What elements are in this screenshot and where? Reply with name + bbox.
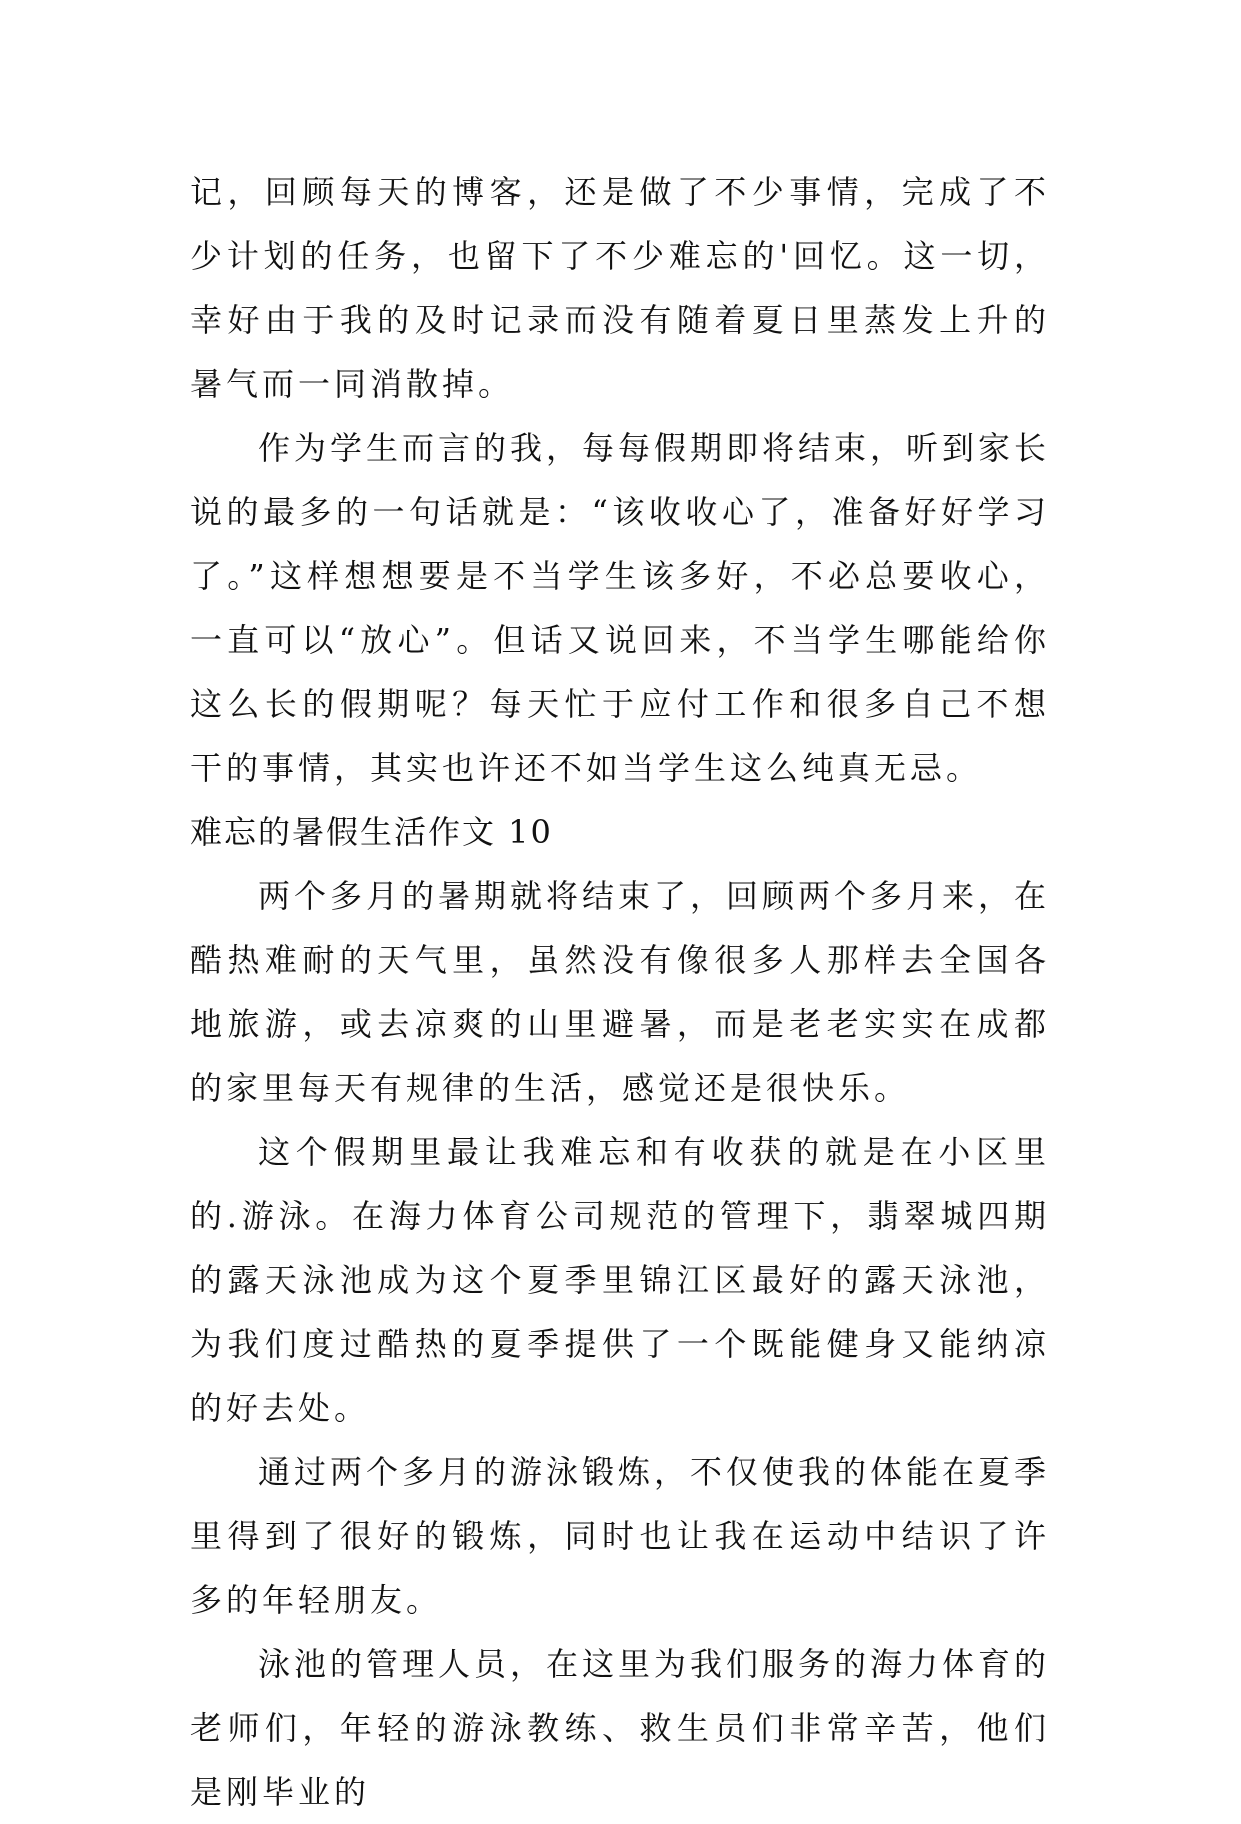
paragraph-pool-staff: 泳池的管理人员，在这里为我们服务的海力体育的老师们，年轻的游泳教练、救生员们非常辛苦，他们是刚毕业的	[190, 1645, 1051, 1811]
paragraph-summer-intro: 两个多月的暑期就将结束了，回顾两个多月来，在酷热难耐的天气里，虽然没有像很多人那样去全国各地旅游，或去凉爽的山里避暑，而是老老实实在成都的家里每天有规律的生活，感觉还是很快乐。	[190, 877, 1051, 1107]
paragraph-student-perspective: 作为学生而言的我，每每假期即将结束，听到家长说的最多的一句话就是：“该收收心了，准备好好学习了。”这样想想要是不当学生该多好，不必总要收心，一直可以“放心”。但话又说回来，不当学生哪能给你这么长的假期呢？每天忙于应付工作和很多自己不想干的事情，其实也许还不如当学生这么纯真无忌。	[190, 429, 1051, 787]
paragraph-swimming-exercise: 通过两个多月的游泳锻炼，不仅使我的体能在夏季里得到了很好的锻炼，同时也让我在运动中结识了许多的年轻朋友。	[190, 1453, 1051, 1619]
paragraph-continuation: 记，回顾每天的博客，还是做了不少事情，完成了不少计划的任务，也留下了不少难忘的'回忆。这一切，幸好由于我的及时记录而没有随着夏日里蒸发上升的暑气而一同消散掉。	[190, 173, 1050, 403]
section-heading: 难忘的暑假生活作文 10	[190, 813, 553, 851]
document-body	[190, 160, 1050, 1824]
paragraph-swimming-pool: 这个假期里最让我难忘和有收获的就是在小区里的.游泳。在海力体育公司规范的管理下，翡翠城四期的露天泳池成为这个夏季里锦江区最好的露天泳池，为我们度过酷热的夏季提供了一个既能健身又能纳凉的好去处。	[190, 1133, 1050, 1427]
